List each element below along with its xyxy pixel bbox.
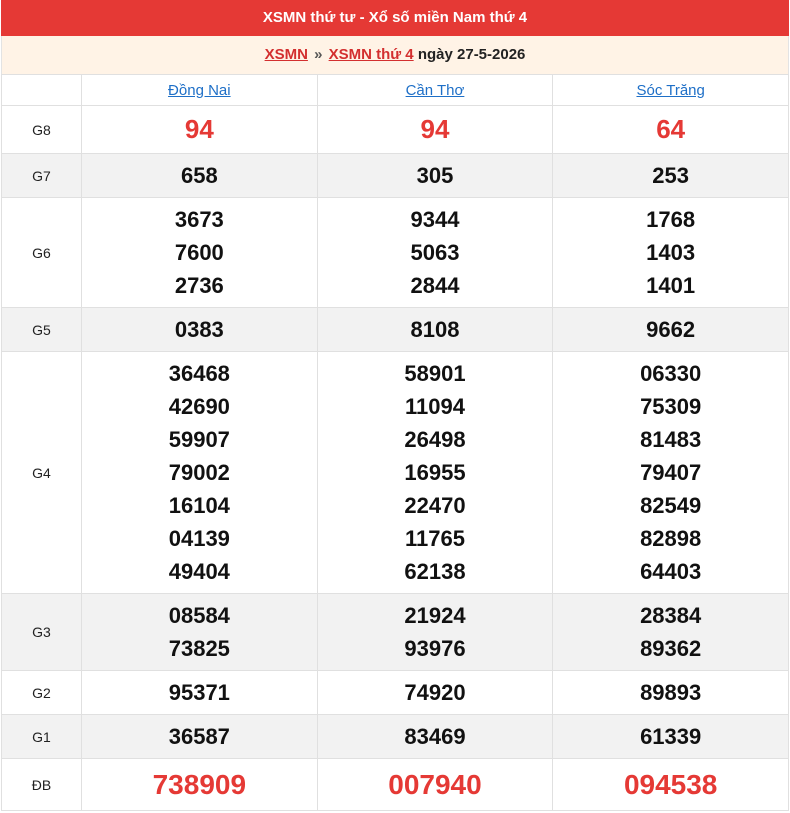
prize-number: 2736 xyxy=(174,273,224,298)
province-header-row xyxy=(2,75,789,106)
prize-number: 64 xyxy=(656,114,686,144)
prize-cell xyxy=(317,671,553,715)
prize-number: 74920 xyxy=(404,680,466,705)
prize-row-g5 xyxy=(2,308,789,352)
prize-number: 1401 xyxy=(646,273,696,298)
prize-number: 75309 xyxy=(640,394,702,419)
prize-number: 2844 xyxy=(410,273,460,298)
prize-row-g7 xyxy=(2,154,789,198)
prize-number: 11094 xyxy=(405,394,465,419)
prize-number: 81483 xyxy=(640,427,702,452)
prize-label: G1 xyxy=(2,715,82,759)
prize-number: 82549 xyxy=(640,493,702,518)
prize-row-g4 xyxy=(2,352,789,594)
prize-number: 42690 xyxy=(168,394,230,419)
prize-cell xyxy=(82,352,318,594)
prize-number: 1403 xyxy=(646,240,696,265)
breadcrumb-separator: » xyxy=(314,46,323,63)
prize-cell xyxy=(82,106,318,154)
prize-label: G5 xyxy=(2,308,82,352)
province-header xyxy=(553,75,789,106)
prize-row-g6 xyxy=(2,198,789,308)
prize-number: 83469 xyxy=(404,724,466,749)
prize-cell xyxy=(553,759,789,811)
prize-row-g2 xyxy=(2,671,789,715)
prize-number: 49404 xyxy=(168,559,230,584)
prize-cell xyxy=(82,308,318,352)
prize-cell xyxy=(553,671,789,715)
breadcrumb-date: ngày 27-5-2026 xyxy=(417,46,526,63)
prize-number: 8108 xyxy=(410,317,460,342)
prize-number: 658 xyxy=(180,163,218,188)
prize-row-special xyxy=(2,759,789,811)
prize-cell xyxy=(317,308,553,352)
prize-number: 79002 xyxy=(168,460,230,485)
prize-row-g3 xyxy=(2,594,789,671)
prize-cell xyxy=(317,154,553,198)
prize-row-g1 xyxy=(2,715,789,759)
prize-number: 0383 xyxy=(174,317,224,342)
prize-number: 94 xyxy=(184,114,214,144)
page-title: XSMN thứ tư - Xổ số miền Nam thứ 4 xyxy=(1,0,789,36)
prize-number: 9344 xyxy=(410,207,460,232)
prize-number: 89893 xyxy=(640,680,702,705)
prize-number: 73825 xyxy=(168,636,230,661)
prize-cell xyxy=(553,594,789,671)
prize-cell xyxy=(317,594,553,671)
prize-number: 61339 xyxy=(640,724,702,749)
prize-number: 62138 xyxy=(404,559,466,584)
prize-number: 305 xyxy=(416,163,454,188)
prize-number: 04139 xyxy=(168,526,230,551)
prize-label: ĐB xyxy=(2,759,82,811)
prize-cell xyxy=(553,715,789,759)
prize-cell xyxy=(553,198,789,308)
special-prize-number: 094538 xyxy=(623,769,718,800)
prize-cell xyxy=(317,352,553,594)
prize-label: G2 xyxy=(2,671,82,715)
prize-number: 22470 xyxy=(404,493,466,518)
prize-number: 253 xyxy=(652,163,690,188)
prize-cell xyxy=(82,715,318,759)
prize-cell xyxy=(317,106,553,154)
prize-number: 1768 xyxy=(646,207,696,232)
prize-cell xyxy=(317,759,553,811)
breadcrumb-link-xsmn-thu-4[interactable]: XSMN thứ 4 xyxy=(328,46,414,63)
prize-label: G7 xyxy=(2,154,82,198)
prize-number: 08584 xyxy=(168,603,230,628)
prize-cell xyxy=(553,352,789,594)
prize-number: 11765 xyxy=(405,526,465,551)
prize-number: 21924 xyxy=(404,603,466,628)
prize-number: 06330 xyxy=(640,361,702,386)
prize-label: G8 xyxy=(2,106,82,154)
prize-cell xyxy=(553,106,789,154)
province-link-can-tho[interactable]: Cần Thơ xyxy=(405,81,465,99)
special-prize-number: 007940 xyxy=(388,769,482,800)
prize-number: 64403 xyxy=(640,559,702,584)
prize-number: 28384 xyxy=(640,603,702,628)
prize-row-g8 xyxy=(2,106,789,154)
prize-number: 16955 xyxy=(404,460,466,485)
prize-number: 5063 xyxy=(410,240,460,265)
prize-cell xyxy=(82,198,318,308)
prize-number: 94 xyxy=(420,114,450,144)
province-link-dong-nai[interactable]: Đồng Nai xyxy=(168,81,231,99)
corner-cell xyxy=(2,75,82,106)
prize-cell xyxy=(82,671,318,715)
prize-number: 82898 xyxy=(640,526,702,551)
prize-number: 79407 xyxy=(640,460,702,485)
prize-number: 16104 xyxy=(168,493,230,518)
prize-number: 7600 xyxy=(174,240,224,265)
prize-cell xyxy=(82,759,318,811)
province-header xyxy=(82,75,318,106)
prize-number: 26498 xyxy=(404,427,466,452)
prize-number: 59907 xyxy=(168,427,230,452)
breadcrumb-link-xsmn[interactable]: XSMN xyxy=(264,46,308,63)
province-link-soc-trang[interactable]: Sóc Trăng xyxy=(636,81,705,99)
prize-cell xyxy=(82,594,318,671)
prize-number: 3673 xyxy=(174,207,224,232)
prize-number: 89362 xyxy=(640,636,702,661)
prize-number: 36468 xyxy=(168,361,230,386)
prize-cell xyxy=(82,154,318,198)
prize-cell xyxy=(317,715,553,759)
prize-number: 9662 xyxy=(646,317,696,342)
prize-number: 58901 xyxy=(404,361,466,386)
results-table xyxy=(1,74,789,811)
prize-number: 93976 xyxy=(404,636,466,661)
prize-number: 36587 xyxy=(168,724,230,749)
prize-cell xyxy=(317,198,553,308)
province-header xyxy=(317,75,553,106)
breadcrumb xyxy=(1,36,789,74)
prize-cell xyxy=(553,154,789,198)
prize-cell xyxy=(553,308,789,352)
prize-label: G4 xyxy=(2,352,82,594)
prize-label: G3 xyxy=(2,594,82,671)
lottery-results-panel xyxy=(1,0,789,811)
prize-number: 95371 xyxy=(168,680,230,705)
special-prize-number: 738909 xyxy=(152,769,247,800)
prize-label: G6 xyxy=(2,198,82,308)
